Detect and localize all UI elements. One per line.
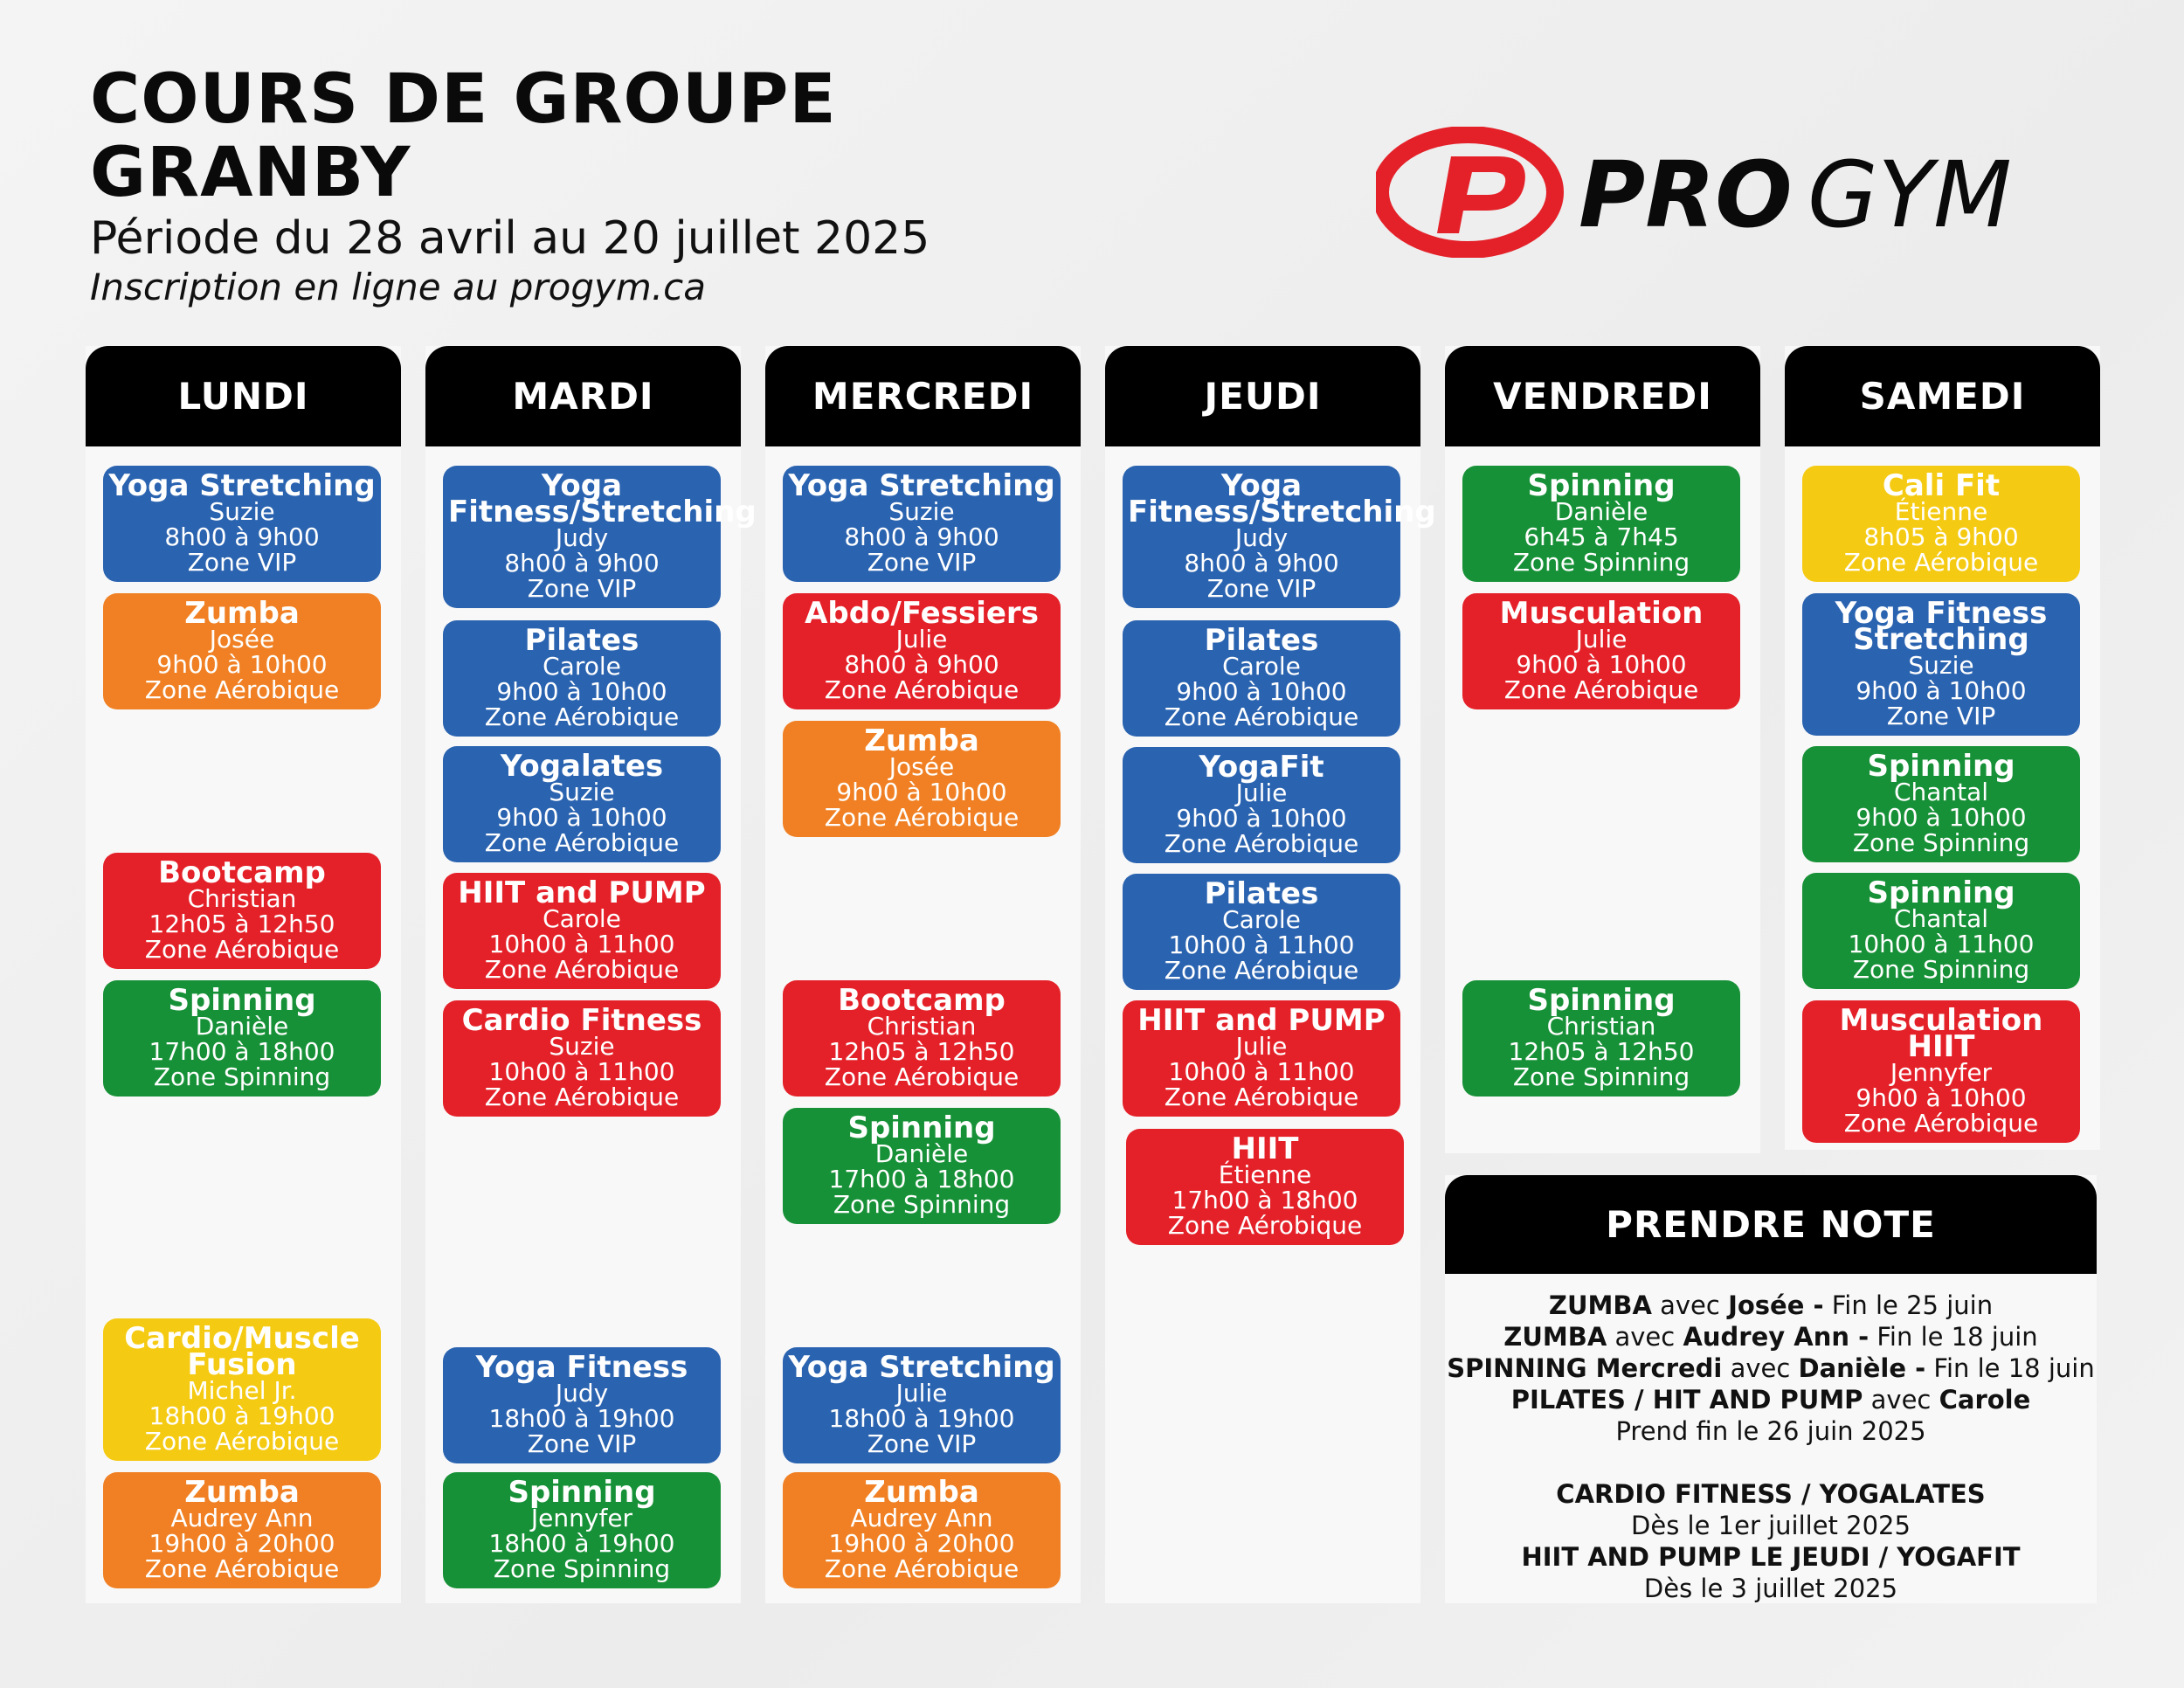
class-zone: Zone Aérobique bbox=[1843, 1109, 2039, 1138]
class-name: Spinning bbox=[1527, 468, 1676, 503]
class-instructor: Carole bbox=[543, 652, 621, 681]
class-card[interactable] bbox=[1802, 593, 2080, 736]
class-time: 18h00 à 19h00 bbox=[828, 1404, 1015, 1433]
class-time: 8h00 à 9h00 bbox=[844, 650, 999, 679]
class-card[interactable] bbox=[783, 593, 1061, 709]
class-zone: Zone Aérobique bbox=[484, 702, 680, 731]
class-card[interactable] bbox=[783, 1347, 1061, 1463]
class-card[interactable] bbox=[783, 1108, 1061, 1224]
class-time: 12h05 à 12h50 bbox=[828, 1037, 1015, 1066]
day-column-samedi bbox=[1785, 346, 2100, 1150]
class-card[interactable] bbox=[1462, 593, 1740, 709]
class-instructor: Suzie bbox=[888, 497, 955, 526]
class-instructor: Suzie bbox=[549, 778, 615, 806]
class-name: Yoga Stretching bbox=[788, 1350, 1055, 1385]
class-name: Spinning bbox=[847, 1110, 996, 1145]
class-name: Spinning bbox=[1867, 875, 2015, 910]
class-zone: Zone VIP bbox=[867, 548, 977, 577]
class-name: Pilates bbox=[1204, 876, 1319, 911]
class-card[interactable] bbox=[783, 1472, 1061, 1588]
class-card[interactable] bbox=[1462, 980, 1740, 1097]
class-instructor: Audrey Ann bbox=[850, 1504, 993, 1532]
day-column-mardi bbox=[425, 346, 757, 1603]
class-instructor: Michel Jr. bbox=[187, 1376, 297, 1405]
day-header: LUNDI bbox=[86, 346, 401, 446]
page-title bbox=[90, 60, 1226, 212]
class-card[interactable] bbox=[1802, 466, 2080, 582]
day-header: VENDREDI bbox=[1445, 346, 1760, 446]
class-instructor: Danièle bbox=[1554, 497, 1648, 526]
class-card[interactable] bbox=[103, 1472, 381, 1588]
class-name: Yoga Stretching bbox=[788, 468, 1055, 503]
class-card[interactable] bbox=[103, 980, 381, 1097]
class-instructor: Josée bbox=[209, 625, 275, 654]
notes-body bbox=[1445, 1274, 2097, 1604]
class-name: Bootcamp bbox=[838, 983, 1006, 1018]
day-column-vendredi bbox=[1445, 346, 1760, 1153]
class-time: 9h00 à 10h00 bbox=[1176, 677, 1347, 706]
class-card[interactable] bbox=[443, 620, 721, 737]
class-instructor: Judy bbox=[555, 523, 609, 552]
class-time: 18h00 à 19h00 bbox=[149, 1401, 335, 1430]
class-time: 9h00 à 10h00 bbox=[1856, 676, 2027, 705]
class-name: Zumba bbox=[184, 1475, 300, 1510]
class-time: 9h00 à 10h00 bbox=[496, 677, 667, 706]
class-instructor: Julie bbox=[1235, 1032, 1288, 1061]
class-card[interactable] bbox=[1123, 747, 1400, 863]
class-time: 17h00 à 18h00 bbox=[1171, 1186, 1358, 1214]
class-card[interactable] bbox=[443, 1472, 721, 1588]
class-instructor: Christian bbox=[867, 1012, 977, 1041]
day-header: JEUDI bbox=[1105, 346, 1420, 446]
class-card[interactable] bbox=[443, 746, 721, 862]
note-line: CARDIO FITNESS / YOGALATES bbox=[1556, 1479, 1986, 1509]
class-instructor: Danièle bbox=[195, 1012, 289, 1041]
class-zone: Zone Aérobique bbox=[824, 1554, 1019, 1583]
class-zone: Zone Aérobique bbox=[1164, 1083, 1359, 1111]
class-instructor: Carole bbox=[1222, 652, 1301, 681]
note-line: Dès le 3 juillet 2025 bbox=[1643, 1574, 1898, 1603]
class-time: 10h00 à 11h00 bbox=[1848, 930, 2035, 958]
class-card[interactable] bbox=[103, 593, 381, 709]
class-zone: Zone Aérobique bbox=[144, 675, 340, 704]
notes-panel bbox=[1445, 1175, 2097, 1603]
class-zone: Zone Aérobique bbox=[1843, 548, 2039, 577]
class-time: 8h00 à 9h00 bbox=[844, 522, 999, 551]
class-zone: Zone Aérobique bbox=[144, 1554, 340, 1583]
class-time: 9h00 à 10h00 bbox=[1856, 1083, 2027, 1112]
class-instructor: Christian bbox=[1546, 1012, 1656, 1041]
class-name: Zumba bbox=[864, 1475, 979, 1510]
class-name: Spinning bbox=[508, 1475, 656, 1510]
class-zone: Zone Aérobique bbox=[144, 935, 340, 964]
class-card[interactable] bbox=[783, 466, 1061, 582]
class-time: 9h00 à 10h00 bbox=[1856, 803, 2027, 832]
class-zone: Zone Aérobique bbox=[1164, 829, 1359, 858]
class-instructor: Julie bbox=[895, 1379, 948, 1408]
class-zone: Zone Aérobique bbox=[1164, 702, 1359, 731]
class-zone: Zone VIP bbox=[867, 1429, 977, 1458]
class-card[interactable] bbox=[443, 466, 757, 608]
class-zone: Zone VIP bbox=[527, 1429, 637, 1458]
notes-title: PRENDRE NOTE bbox=[1445, 1175, 2097, 1274]
progym-logo-icon bbox=[1376, 127, 2101, 258]
class-time: 12h05 à 12h50 bbox=[1508, 1037, 1695, 1066]
class-instructor: Jennyfer bbox=[1890, 1058, 1993, 1087]
class-name: Spinning bbox=[168, 983, 316, 1018]
class-name: Cardio Fitness bbox=[461, 1003, 702, 1038]
class-card[interactable] bbox=[103, 853, 381, 969]
class-card[interactable] bbox=[1802, 746, 2080, 862]
class-zone: Zone Aérobique bbox=[484, 1083, 680, 1111]
class-name: Pilates bbox=[1204, 623, 1319, 658]
class-card[interactable] bbox=[443, 1347, 721, 1463]
class-time: 10h00 à 11h00 bbox=[1168, 1057, 1355, 1086]
class-zone: Zone Spinning bbox=[1852, 828, 2030, 857]
class-zone: Zone Spinning bbox=[1852, 955, 2030, 984]
class-card[interactable] bbox=[1802, 1000, 2080, 1143]
class-zone: Zone Spinning bbox=[493, 1554, 671, 1583]
note-line: SPINNING Mercredi avec Danièle - Fin le 18 juin bbox=[1447, 1353, 2095, 1383]
class-name: Musculation bbox=[1499, 596, 1704, 631]
class-instructor: Josée bbox=[888, 752, 955, 781]
class-time: 18h00 à 19h00 bbox=[488, 1529, 675, 1558]
class-time: 19h00 à 20h00 bbox=[149, 1529, 335, 1558]
class-name: Pilates bbox=[524, 623, 639, 658]
class-zone: Zone Spinning bbox=[1512, 548, 1690, 577]
class-zone: Zone Spinning bbox=[1512, 1062, 1690, 1091]
note-line: PILATES / HIT AND PUMP avec Carole bbox=[1510, 1385, 2031, 1415]
class-name: Yoga Fitness/Stretching bbox=[448, 468, 757, 529]
class-time: 8h00 à 9h00 bbox=[164, 522, 320, 551]
class-instructor: Judy bbox=[1234, 523, 1289, 552]
class-zone: Zone Aérobique bbox=[484, 955, 680, 984]
class-zone: Zone VIP bbox=[187, 548, 297, 577]
class-name: Yoga Fitness/Stretching bbox=[1128, 468, 1436, 529]
class-time: 8h00 à 9h00 bbox=[504, 549, 660, 578]
class-instructor: Julie bbox=[1235, 778, 1288, 807]
class-zone: Zone VIP bbox=[1886, 702, 1996, 730]
class-time: 17h00 à 18h00 bbox=[828, 1165, 1015, 1193]
class-name: Yogalates bbox=[500, 749, 664, 784]
class-time: 9h00 à 10h00 bbox=[156, 650, 328, 679]
class-time: 18h00 à 19h00 bbox=[488, 1404, 675, 1433]
day-column-jeudi bbox=[1105, 346, 1436, 1603]
day-column-mercredi bbox=[765, 346, 1081, 1603]
class-zone: Zone Aérobique bbox=[1164, 956, 1359, 985]
day-column-lundi bbox=[86, 346, 401, 1603]
class-zone: Zone Spinning bbox=[833, 1190, 1011, 1219]
class-zone: Zone Aérobique bbox=[1167, 1211, 1363, 1240]
title-line-1: COURS DE GROUPE bbox=[90, 60, 837, 139]
logo-text-pro: PRO bbox=[1579, 142, 1793, 248]
class-zone: Zone Aérobique bbox=[144, 1427, 340, 1456]
class-card[interactable] bbox=[1123, 1000, 1400, 1117]
class-instructor: Audrey Ann bbox=[170, 1504, 314, 1532]
class-name: Yoga Fitness bbox=[475, 1350, 688, 1385]
class-instructor: Suzie bbox=[209, 497, 275, 526]
class-zone: Zone VIP bbox=[1206, 574, 1317, 603]
class-name: Yoga Fitness Stretching bbox=[1835, 596, 2048, 657]
class-instructor: Judy bbox=[555, 1379, 609, 1408]
class-time: 10h00 à 11h00 bbox=[488, 1057, 675, 1086]
class-instructor: Chantal bbox=[1893, 904, 1989, 933]
class-card[interactable] bbox=[103, 1318, 381, 1461]
class-zone: Zone Aérobique bbox=[824, 675, 1019, 704]
class-card[interactable] bbox=[1123, 466, 1436, 608]
class-name: Musculation HIIT bbox=[1839, 1003, 2043, 1064]
class-name: HIIT and PUMP bbox=[458, 875, 706, 910]
note-line: HIIT AND PUMP LE JEUDI / YOGAFIT bbox=[1521, 1542, 2021, 1572]
class-instructor: Christian bbox=[187, 884, 297, 913]
class-instructor: Chantal bbox=[1893, 778, 1989, 806]
class-name: Cardio/Muscle Fusion bbox=[124, 1321, 360, 1382]
logo-text-gym: GYM bbox=[1807, 142, 2012, 248]
class-card[interactable] bbox=[1126, 1129, 1404, 1245]
class-card[interactable] bbox=[443, 873, 721, 989]
title-line-2: GRANBY bbox=[90, 134, 411, 212]
note-line: Prend fin le 26 juin 2025 bbox=[1615, 1416, 1926, 1446]
class-name: Abdo/Fessiers bbox=[805, 596, 1039, 631]
class-card[interactable] bbox=[1123, 620, 1400, 737]
class-card[interactable] bbox=[783, 721, 1061, 837]
class-time: 10h00 à 11h00 bbox=[488, 930, 675, 958]
progym-logo bbox=[1376, 127, 2101, 258]
page-header bbox=[90, 60, 1226, 309]
class-name: HIIT and PUMP bbox=[1137, 1003, 1386, 1038]
class-name: Bootcamp bbox=[158, 855, 326, 890]
class-name: Spinning bbox=[1527, 983, 1676, 1018]
class-time: 8h00 à 9h00 bbox=[1184, 549, 1339, 578]
class-time: 9h00 à 10h00 bbox=[1516, 650, 1687, 679]
class-card[interactable] bbox=[103, 466, 381, 582]
class-zone: Zone Aérobique bbox=[824, 803, 1019, 832]
class-instructor: Carole bbox=[1222, 905, 1301, 934]
note-line: ZUMBA avec Audrey Ann - Fin le 18 juin bbox=[1503, 1322, 2038, 1352]
class-name: Cali Fit bbox=[1882, 468, 2001, 503]
class-time: 19h00 à 20h00 bbox=[828, 1529, 1015, 1558]
class-instructor: Suzie bbox=[549, 1032, 615, 1061]
class-time: 9h00 à 10h00 bbox=[1176, 804, 1347, 833]
class-card[interactable] bbox=[1123, 874, 1400, 990]
class-name: Yoga Stretching bbox=[108, 468, 376, 503]
class-name: YogaFit bbox=[1199, 750, 1324, 785]
day-header: SAMEDI bbox=[1785, 346, 2100, 446]
class-name: Zumba bbox=[184, 596, 300, 631]
day-header: MERCREDI bbox=[765, 346, 1081, 446]
class-instructor: Jennyfer bbox=[530, 1504, 633, 1532]
class-zone: Zone Aérobique bbox=[484, 828, 680, 857]
note-line: Dès le 1er juillet 2025 bbox=[1631, 1511, 1911, 1540]
day-header: MARDI bbox=[425, 346, 741, 446]
class-instructor: Étienne bbox=[1218, 1160, 1312, 1189]
class-name: Zumba bbox=[864, 723, 979, 758]
class-name: HIIT bbox=[1231, 1131, 1299, 1166]
class-time: 17h00 à 18h00 bbox=[149, 1037, 335, 1066]
note-line: ZUMBA avec Josée - Fin le 25 juin bbox=[1548, 1290, 1994, 1320]
class-time: 10h00 à 11h00 bbox=[1168, 930, 1355, 959]
class-time: 9h00 à 10h00 bbox=[836, 778, 1007, 806]
class-time: 6h45 à 7h45 bbox=[1524, 522, 1679, 551]
class-instructor: Suzie bbox=[1908, 651, 1974, 680]
note-spacer bbox=[1445, 1447, 2097, 1478]
period-text: Période du 28 avril au 20 juillet 2025 bbox=[90, 212, 930, 265]
class-time: 8h05 à 9h00 bbox=[1863, 522, 2019, 551]
class-instructor: Danièle bbox=[874, 1139, 969, 1168]
class-instructor: Étienne bbox=[1894, 497, 1988, 526]
class-time: 9h00 à 10h00 bbox=[496, 803, 667, 832]
class-card[interactable] bbox=[1462, 466, 1740, 582]
class-zone: Zone VIP bbox=[527, 574, 637, 603]
class-name: Spinning bbox=[1867, 749, 2015, 784]
class-zone: Zone Aérobique bbox=[824, 1062, 1019, 1091]
class-card[interactable] bbox=[443, 1000, 721, 1117]
class-card[interactable] bbox=[1802, 873, 2080, 989]
class-instructor: Julie bbox=[895, 625, 948, 654]
class-instructor: Carole bbox=[543, 904, 621, 933]
inscription-text: Inscription en ligne au progym.ca bbox=[90, 266, 706, 308]
class-zone: Zone Spinning bbox=[153, 1062, 331, 1091]
class-time: 12h05 à 12h50 bbox=[149, 910, 335, 938]
class-card[interactable] bbox=[783, 980, 1061, 1097]
class-instructor: Julie bbox=[1575, 625, 1628, 654]
class-zone: Zone Aérobique bbox=[1503, 675, 1699, 704]
